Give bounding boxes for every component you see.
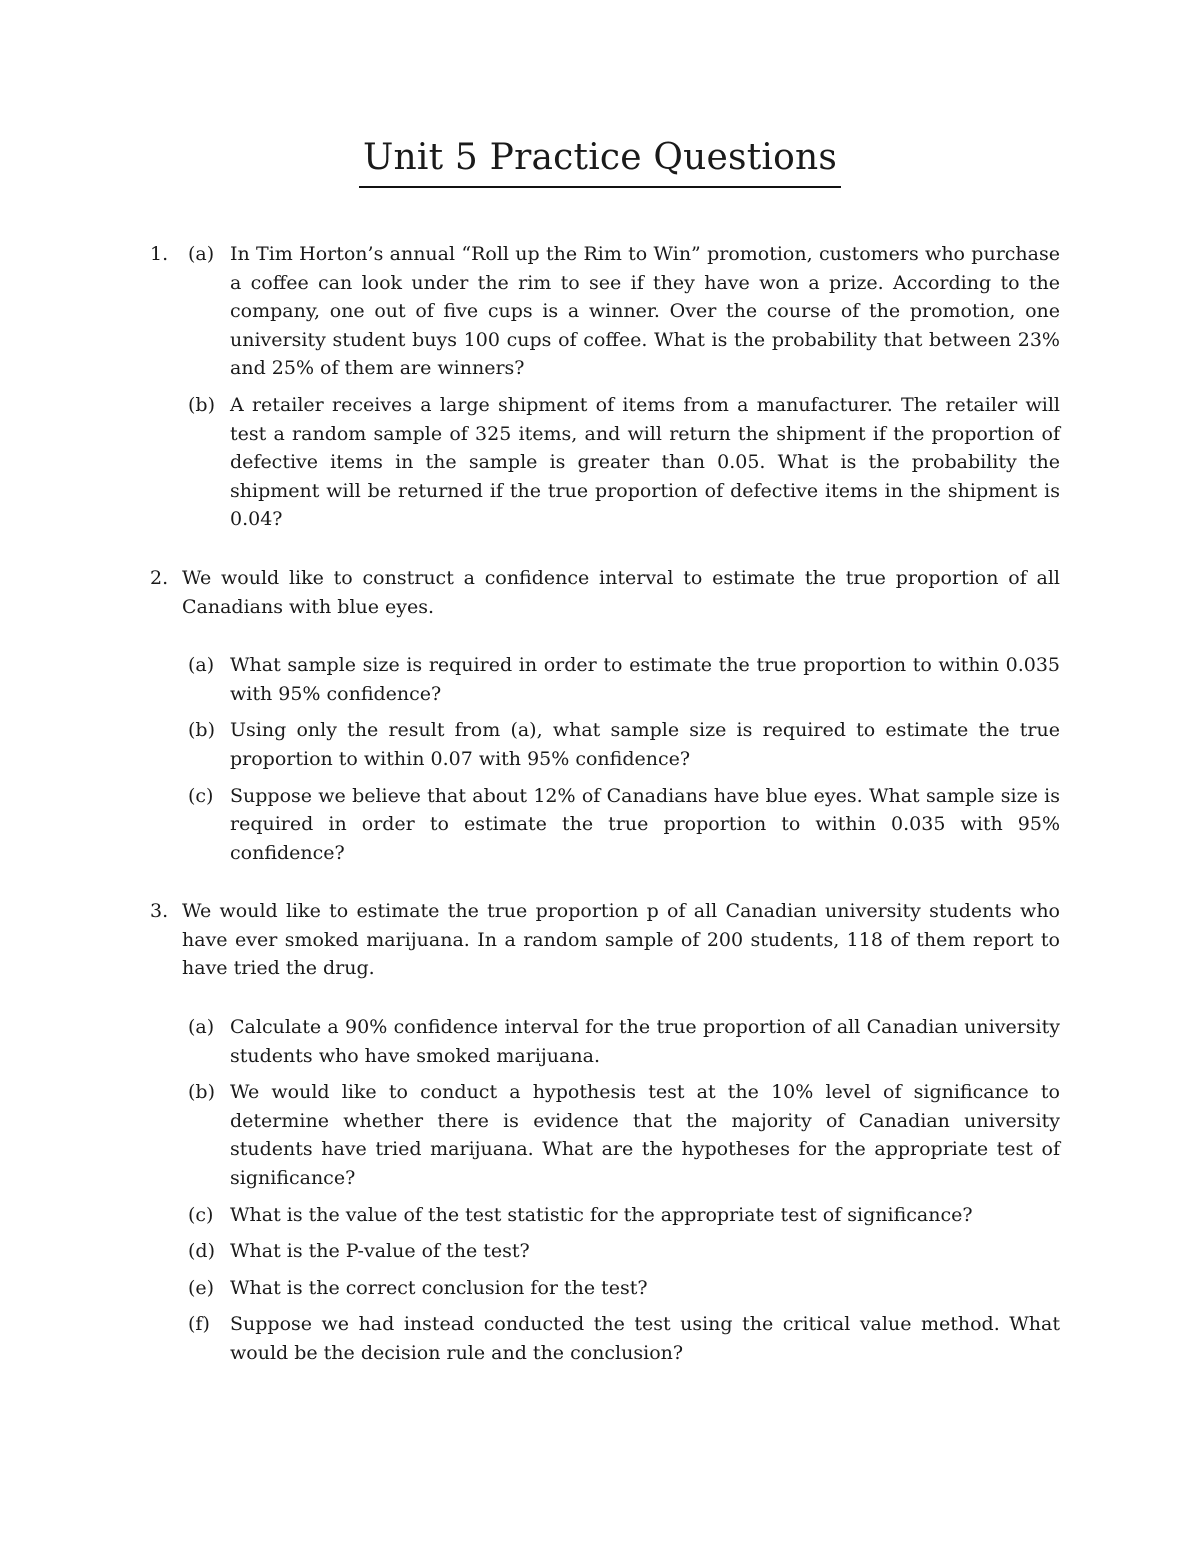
part-text: Suppose we believe that about 12% of Canadians have blue eyes. What sample size is required in order to estimate the true proportion to within 0.035 with 95% confidence? — [230, 784, 1060, 864]
question-part — [182, 1201, 1060, 1230]
part-text: Calculate a 90% confidence interval for the true proportion of all Canadian university students who have smoked marijuana. — [230, 1016, 1060, 1067]
question-part — [182, 651, 1060, 708]
part-label: (c) — [188, 1203, 214, 1226]
question-part — [182, 782, 1060, 868]
question-part — [182, 1310, 1060, 1367]
question-part — [182, 240, 1060, 383]
question-number: 1. — [150, 243, 169, 265]
part-label: (b) — [188, 1081, 215, 1104]
question-number: 2. — [150, 566, 169, 589]
question-1 — [150, 240, 1060, 534]
question-stem: We would like to construct a confidence interval to estimate the true proportion of all Canadians with blue eyes. — [182, 566, 1060, 618]
question-3 — [150, 897, 1060, 1367]
question-part — [182, 716, 1060, 773]
part-text: What is the correct conclusion for the test? — [230, 1276, 648, 1299]
part-label: (e) — [188, 1276, 215, 1299]
part-label: (d) — [188, 1240, 215, 1263]
title-container — [0, 136, 1200, 188]
part-text: A retailer receives a large shipment of items from a manufacturer. The retailer will test a random sample of 325 items, and will return the shipment if the proportion of defective items in the sample is greater than 0.05. What is the probability the shipment will be returned if the true proportion of defective items in the shipment is 0.04? — [230, 393, 1060, 531]
part-label: (c) — [188, 784, 214, 807]
part-label: (b) — [188, 393, 215, 416]
part-text: Suppose we had instead conducted the test using the critical value method. What would be the decision rule and the conclusion? — [230, 1313, 1060, 1364]
part-label: (a) — [188, 654, 215, 677]
part-text: What is the value of the test statistic for the appropriate test of significance? — [230, 1203, 973, 1226]
question-stem: We would like to estimate the true proportion p of all Canadian university students who have ever smoked marijuana. In a random sample of 200 students, 118 of them report to have tried the drug. — [182, 900, 1060, 980]
part-text: What is the P-value of the test? — [230, 1240, 530, 1263]
question-part — [182, 391, 1060, 534]
question-part — [182, 1274, 1060, 1303]
part-label: (a) — [188, 1016, 215, 1039]
question-number: 3. — [150, 900, 169, 923]
questions-body — [150, 240, 1060, 1376]
part-label: (a) — [188, 243, 215, 265]
question-part — [182, 1237, 1060, 1266]
question-2 — [150, 564, 1060, 867]
part-label: (f) — [188, 1313, 210, 1336]
part-label: (b) — [188, 719, 215, 742]
page-title: Unit 5 Practice Questions — [359, 136, 841, 188]
part-text: Using only the result from (a), what sample size is required to estimate the true proportion to within 0.07 with 95% confidence? — [230, 719, 1060, 770]
question-part — [182, 1013, 1060, 1070]
question-part — [182, 1078, 1060, 1192]
part-text: In Tim Horton’s annual “Roll up the Rim to Win” promotion, customers who purchase a coffee can look under the rim to see if they have won a prize. According to the company, one out of five cups is a winner. Over the course of the promotion, one university student buys 100 cups of coffee. What is the probability that between 23% and 25% of them are winners? — [230, 243, 1060, 380]
part-text: We would like to conduct a hypothesis test at the 10% level of significance to determine whether there is evidence that the majority of Canadian university students have tried marijuana. What are the hypotheses for the appropriate test of significance? — [230, 1081, 1060, 1190]
part-text: What sample size is required in order to estimate the true proportion to within 0.035 with 95% confidence? — [230, 654, 1060, 705]
